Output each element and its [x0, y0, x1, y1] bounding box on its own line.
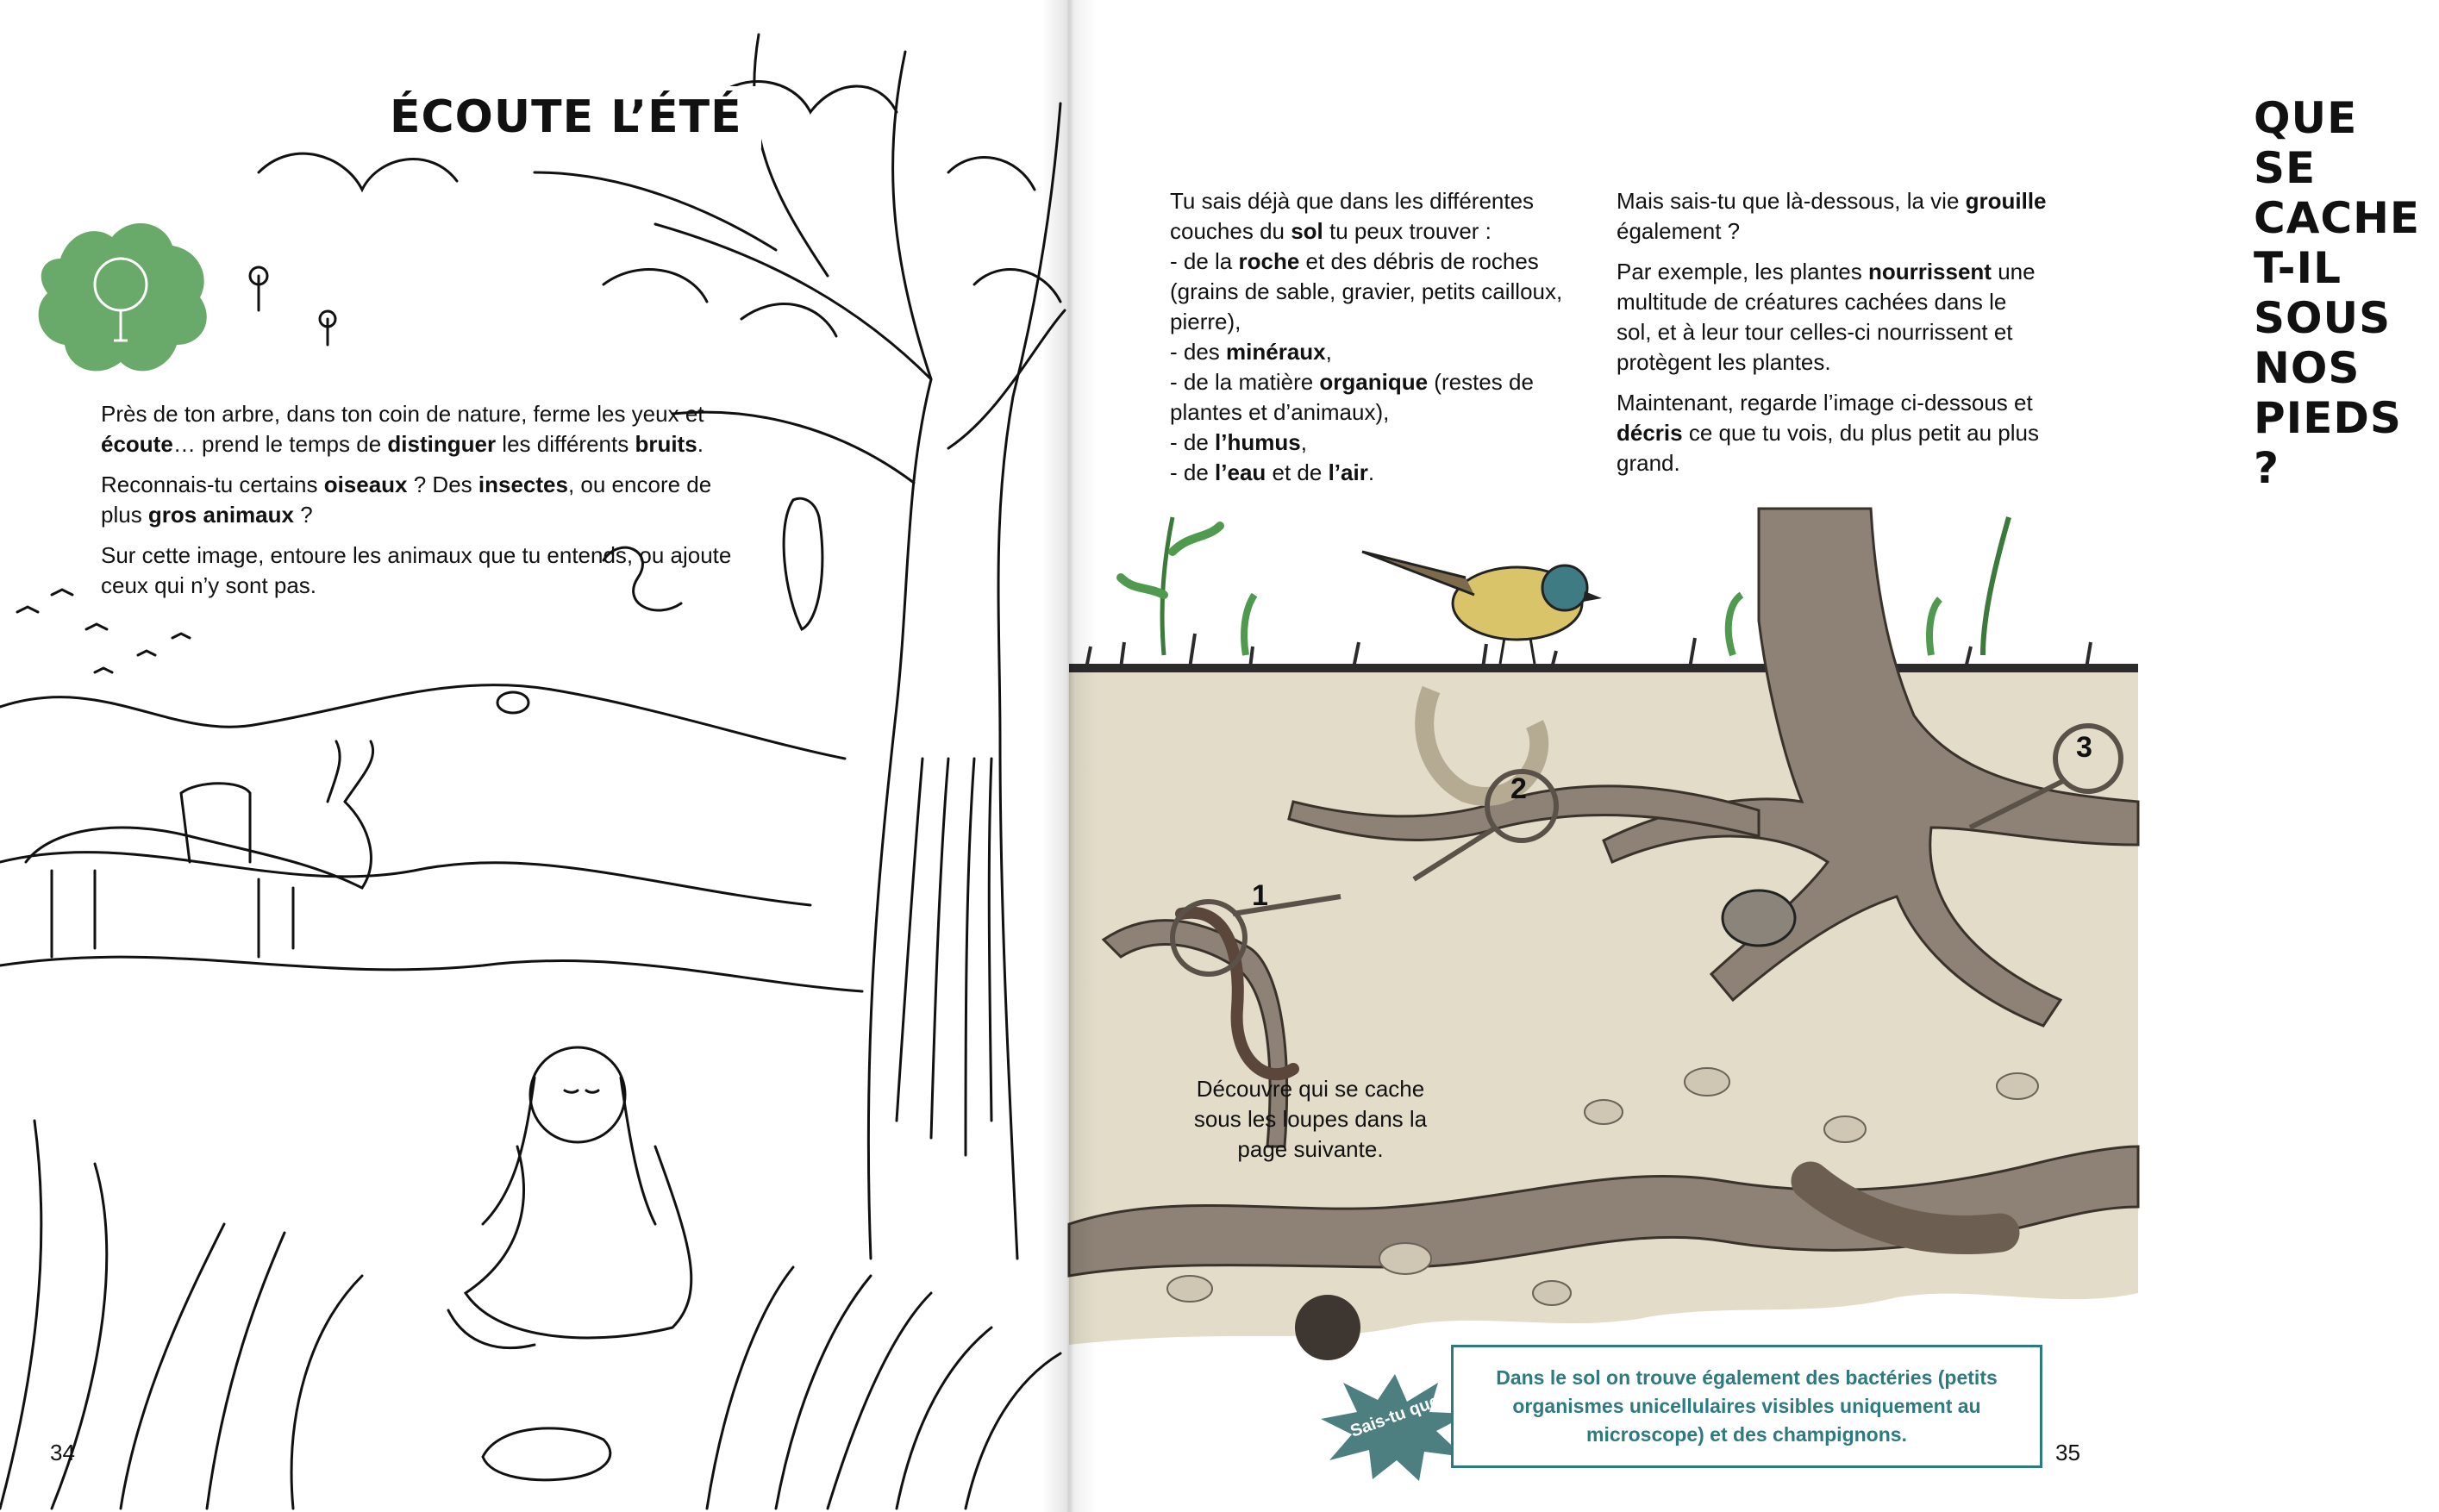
info-badge-label: Sais-tu que — [1348, 1391, 1442, 1441]
summer-forest-illustration — [0, 0, 1069, 1512]
page-number-left: 34 — [50, 1440, 75, 1465]
left-intro-text — [101, 399, 756, 611]
info-box — [1451, 1345, 2042, 1468]
bird-illustration — [1362, 552, 1602, 664]
soil-layers-text — [1170, 186, 1601, 488]
soil-item: - de la roche et des débris de roches (grains de sable, gravier, petits cailloux, pierre), — [1170, 248, 1563, 334]
loupe-label-2: 2 — [1510, 772, 1527, 805]
soil-intro: Tu sais déjà que dans les différentes couches du sol tu peux trouver : — [1170, 188, 1535, 244]
soil-item: - de la matière organique (restes de plantes et d’animaux), — [1170, 369, 1534, 425]
left-paragraph-3: Sur cette image, entoure les animaux que tu entends, ou ajoute ceux qui n’y sont pas. — [101, 542, 732, 598]
left-page-title: ÉCOUTE L’ÉTÉ — [371, 86, 761, 148]
loupe-label-3: 3 — [2076, 731, 2092, 764]
life-paragraph-1: Mais sais-tu que là-dessous, la vie grouille également ? — [1617, 188, 2047, 244]
info-text: Dans le sol on trouve également des bactéries (petits organismes unicellulaires visibles uniquement au microscope) et des champignons. — [1496, 1366, 1998, 1446]
left-page — [0, 0, 1069, 1512]
right-page-title: QUE SE CACHE T-IL SOUS NOS PIEDS ? — [2235, 88, 2439, 498]
loupe-caption: Découvre qui se cache sous les loupes dans la page suivante. — [1193, 1076, 1428, 1162]
soil-item: - de l’humus, — [1170, 429, 1307, 455]
soil-item: - de l’eau et de l’air. — [1170, 459, 1375, 485]
life-paragraph-2: Par exemple, les plantes nourrissent une multitude de créatures cachées dans le sol, et à leur tour celles-ci nourrissent et protègent les plantes. — [1617, 259, 2036, 375]
left-paragraph-2: Reconnais-tu certains oiseaux ? Des insectes, ou encore de plus gros animaux ? — [101, 472, 712, 528]
left-paragraph-1: Près de ton arbre, dans ton coin de nature, ferme les yeux et écoute… prend le temps de distinguer les différents bruits. — [101, 401, 704, 457]
loupe-label-1: 1 — [1252, 879, 1268, 912]
page-number-right: 35 — [2055, 1440, 2080, 1465]
right-page — [1069, 0, 2421, 1512]
soil-item: - des minéraux, — [1170, 339, 1332, 365]
soil-life-text — [1617, 186, 2048, 489]
tree-watercolor-icon — [39, 223, 207, 371]
life-paragraph-3: Maintenant, regarde l’image ci-dessous et décris ce que tu vois, du plus petit au plus grand. — [1617, 390, 2039, 476]
